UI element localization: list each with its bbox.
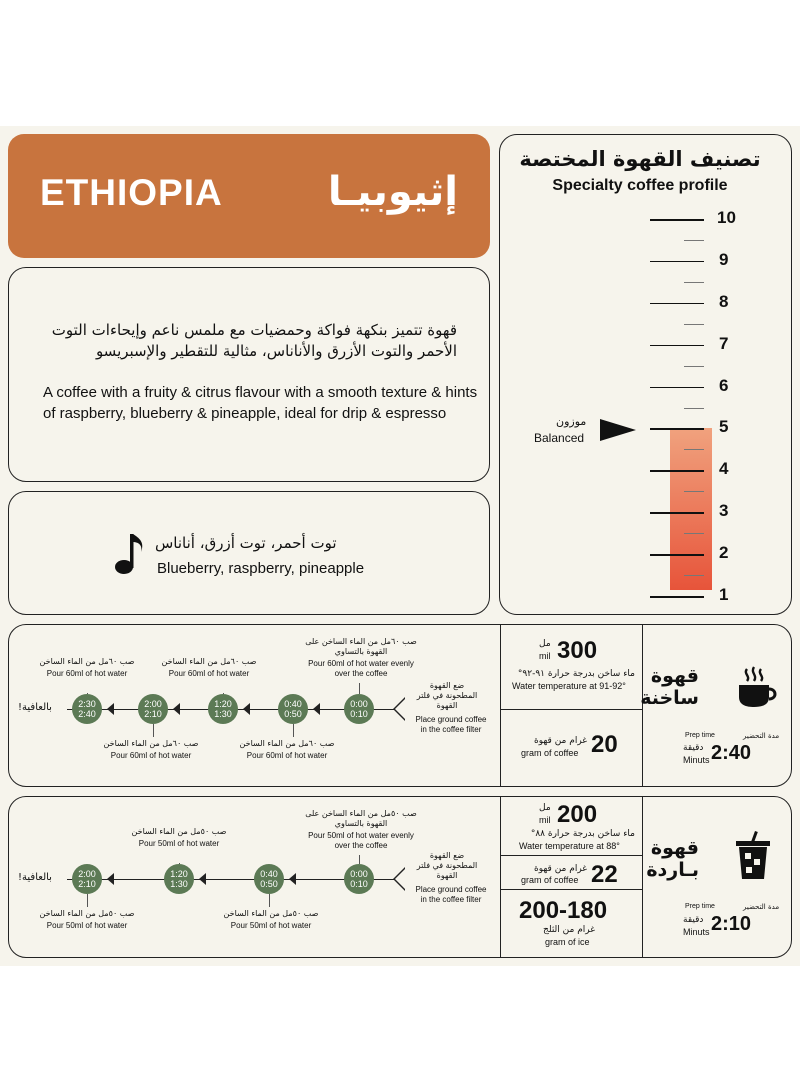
profile-tick-label: 1	[719, 585, 729, 604]
timeline-connector	[359, 855, 360, 864]
timeline-start-chevron-inner	[395, 699, 405, 719]
cold-water-unit-en: mil	[539, 815, 551, 825]
timeline-label-en: Pour 60ml of hot water evenly over the coffee	[308, 659, 414, 678]
timeline-step-start: 0:40	[284, 699, 302, 709]
timeline-connector	[87, 693, 88, 694]
hot-prep-ar: مدة التحضير	[743, 732, 780, 740]
timeline-connector	[179, 863, 180, 864]
cold-prep-en: Prep time	[685, 903, 715, 910]
cold-minutes-en: Minuts	[683, 927, 710, 937]
timeline-step-start: 2:00	[144, 699, 162, 709]
timeline-chevron	[313, 703, 320, 715]
tasting-notes-card	[8, 491, 490, 615]
timeline-step-start: 0:00	[350, 699, 368, 709]
timeline-step-circle	[208, 694, 238, 724]
timeline-step-circle	[344, 694, 374, 724]
profile-tick-label: 9	[719, 249, 729, 269]
hot-timeline	[9, 625, 500, 786]
cold-water-temp-en: Water temperature at 88°	[519, 841, 620, 851]
timeline-label-en: Pour 60ml of hot water	[110, 751, 192, 760]
description-en: A coffee with a fruity & citrus flavour with a smooth texture & hints of raspberry, blueberry & pineapple, ideal for drip & espresso	[43, 384, 478, 422]
profile-minor-tick	[684, 240, 704, 241]
origin-title-ar: إثيوبيـا	[327, 169, 458, 215]
timeline-step-end: 1:30	[170, 879, 188, 889]
timeline-step-end: 0:50	[260, 879, 278, 889]
profile-minor-tick	[684, 533, 704, 534]
cold-water-temp-ar: ماء ساخن بدرجة حرارة ٨٨°	[530, 829, 635, 839]
profile-minor-tick	[684, 408, 704, 409]
cold-coffee-ar: غرام من قهوة	[534, 864, 587, 874]
pointer-arrow-icon	[600, 419, 636, 441]
timeline-step-start: 2:00	[78, 869, 96, 879]
timeline-step-circle	[278, 694, 308, 724]
timeline-step-circle	[138, 694, 168, 724]
profile-tick-line	[650, 345, 704, 347]
timeline-enjoy: بالعافية!	[18, 702, 52, 713]
timeline-step-circle	[72, 864, 102, 894]
notes-en: Blueberry, raspberry, pineapple	[157, 560, 365, 577]
timeline-label-ar: صب ٦٠مل من الماء الساخن	[39, 657, 135, 666]
hot-water-temp-en: Water temperature at 91-92°	[512, 681, 626, 691]
cold-timeline	[9, 797, 500, 957]
timeline-label-ar: صب ٥٠مل من الماء الساخن	[131, 827, 227, 836]
cold-coffee-amount: 22	[591, 861, 618, 888]
hot-coffee-en: gram of coffee	[521, 748, 579, 758]
hot-recipe-card	[8, 624, 792, 787]
timeline-label-ar: صب ٦٠مل من الماء الساخن على القهوة بالتساوي	[305, 637, 417, 656]
profile-minor-tick	[684, 491, 704, 492]
profile-card	[499, 134, 792, 615]
cold-recipe-card	[8, 796, 792, 958]
timeline-step-end: 2:10	[144, 709, 162, 719]
timeline-step-start: 0:00	[350, 869, 368, 879]
hot-coffee-amount: 20	[591, 731, 618, 758]
hot-coffee-ar: غرام من قهوة	[534, 736, 587, 746]
origin-title-en: ETHIOPIA	[40, 172, 223, 213]
cold-ice-en: gram of ice	[545, 937, 590, 947]
label-canvas	[0, 126, 800, 966]
profile-tick-label: 4	[719, 459, 729, 479]
profile-tick-line	[650, 219, 704, 221]
timeline-label-ar: صب ٦٠مل من الماء الساخن	[103, 739, 199, 748]
timeline-step-start: 2:30	[78, 699, 96, 709]
profile-tick-line	[650, 554, 704, 556]
hot-minutes-ar: دقيقة	[683, 743, 704, 753]
timeline-step-circle	[344, 864, 374, 894]
timeline-step-end: 2:10	[78, 879, 96, 889]
balanced-marker-ar: موزون	[556, 415, 587, 428]
profile-minor-tick	[684, 282, 704, 283]
timeline-label-ar: صب ٦٠مل من الماء الساخن	[239, 739, 335, 748]
timeline-start-ar: ضع القهوة المطحونة في فلتر القهوة	[416, 681, 478, 710]
profile-minor-tick	[684, 449, 704, 450]
timeline-connector	[87, 894, 88, 907]
timeline-connector	[293, 724, 294, 737]
hot-water-amount: 300	[557, 637, 598, 664]
timeline-label-ar: صب ٥٠مل من الماء الساخن	[223, 909, 319, 918]
timeline-label-en: Pour 60ml of hot water	[246, 751, 328, 760]
cold-ice-amount: 200-180	[519, 897, 608, 924]
timeline-enjoy: بالعافية!	[18, 872, 52, 883]
cold-minutes-ar: دقيقة	[683, 915, 704, 925]
profile-minor-tick	[684, 575, 704, 576]
timeline-label-ar: صب ٦٠مل من الماء الساخن	[161, 657, 257, 666]
profile-tick-label: 7	[719, 333, 729, 353]
timeline-start-en: Place ground coffee in the coffee filter	[415, 885, 487, 904]
title-card	[8, 134, 490, 258]
timeline-start-en: Place ground coffee in the coffee filter	[415, 715, 487, 734]
cold-title-2: بـاردة	[646, 859, 699, 881]
timeline-step-end: 1:30	[214, 709, 232, 719]
timeline-chevron	[107, 703, 114, 715]
timeline-step-circle	[72, 694, 102, 724]
timeline-start-ar: ضع القهوة المطحونة في فلتر القهوة	[416, 851, 478, 880]
timeline-label-ar: صب ٥٠مل من الماء الساخن على القهوة بالتساوي	[305, 809, 417, 828]
profile-tick-label: 2	[719, 543, 729, 563]
timeline-label-en: Pour 50ml of hot water	[46, 921, 128, 930]
timeline-chevron	[199, 873, 206, 885]
profile-level-bar	[670, 428, 712, 590]
timeline-chevron	[289, 873, 296, 885]
profile-tick-line	[650, 303, 704, 305]
hot-minutes-en: Minuts	[683, 755, 710, 765]
profile-tick-line	[650, 261, 704, 263]
timeline-step-start: 1:20	[214, 699, 232, 709]
hot-prep-time: 2:40	[711, 742, 752, 764]
timeline-label-en: Pour 50ml of hot water evenly over the coffee	[308, 831, 414, 850]
profile-tick-label: 5	[719, 417, 729, 437]
hot-prep-en: Prep time	[685, 732, 715, 739]
timeline-label-en: Pour 60ml of hot water	[46, 669, 128, 678]
cold-ice-ar: غرام من الثلج	[543, 925, 595, 935]
profile-tick-label: 8	[719, 291, 729, 311]
timeline-step-circle	[164, 864, 194, 894]
timeline-step-end: 0:10	[350, 879, 368, 889]
iced-cup-icon	[735, 831, 771, 881]
cold-prep-ar: مدة التحضير	[743, 903, 780, 911]
hot-cup-icon	[737, 665, 779, 709]
timeline-step-end: 2:40	[78, 709, 96, 719]
timeline-step-circle	[254, 864, 284, 894]
cold-coffee-en: gram of coffee	[521, 875, 579, 885]
hot-title-2: ساخنة	[640, 687, 699, 709]
hot-water-unit-ar: مل	[539, 639, 551, 649]
profile-tick-label: 3	[719, 501, 729, 521]
profile-title-en: Specialty coffee profile	[552, 177, 728, 194]
hot-title-1: قهوة	[650, 665, 699, 687]
profile-title-ar: تصنيف القهوة المختصة	[519, 147, 761, 171]
profile-tick-label: 10	[717, 208, 736, 227]
hot-water-temp-ar: ماء ساخن بدرجة حرارة ٩١-٩٢°	[517, 669, 635, 679]
timeline-step-start: 0:40	[260, 869, 278, 879]
timeline-connector	[223, 693, 224, 694]
description-ar: قهوة تتميز بنكهة فواكة وحمضيات مع ملمس ناعم وإيحاءات التوت الأحمر والتوت الأزرق والأناناس، مثالية للتقطير والإسبريسو	[51, 321, 457, 360]
timeline-connector	[269, 894, 270, 907]
cold-water-unit-ar: مل	[539, 803, 551, 813]
timeline-label-en: Pour 60ml of hot water	[168, 669, 250, 678]
profile-tick-line	[650, 512, 704, 514]
timeline-chevron	[107, 873, 114, 885]
timeline-chevron	[243, 703, 250, 715]
timeline-label-en: Pour 50ml of hot water	[230, 921, 312, 930]
profile-minor-tick	[684, 366, 704, 367]
description-card	[8, 267, 490, 482]
cold-title-1: قهوة	[650, 837, 699, 859]
balanced-marker-en: Balanced	[534, 431, 585, 445]
cold-water-amount: 200	[557, 801, 598, 828]
profile-tick-line	[650, 470, 704, 472]
hot-water-unit-en: mil	[539, 651, 551, 661]
profile-minor-tick	[684, 324, 704, 325]
timeline-chevron	[173, 703, 180, 715]
timeline-label-ar: صب ٥٠مل من الماء الساخن	[39, 909, 135, 918]
profile-tick-line	[650, 596, 704, 598]
timeline-start-chevron-inner	[395, 869, 405, 889]
timeline-step-start: 1:20	[170, 869, 188, 879]
profile-tick-label: 6	[719, 375, 729, 395]
timeline-step-end: 0:50	[284, 709, 302, 719]
timeline-connector	[153, 724, 154, 737]
timeline-label-en: Pour 50ml of hot water	[138, 839, 220, 848]
profile-scale	[500, 135, 793, 616]
profile-tick-line	[650, 428, 704, 430]
timeline-step-end: 0:10	[350, 709, 368, 719]
cold-prep-time: 2:10	[711, 913, 752, 935]
timeline-connector	[359, 683, 360, 694]
notes-ar: توت أحمر، توت أزرق، أناناس	[155, 534, 337, 552]
music-note-icon	[113, 530, 147, 576]
profile-tick-line	[650, 387, 704, 389]
